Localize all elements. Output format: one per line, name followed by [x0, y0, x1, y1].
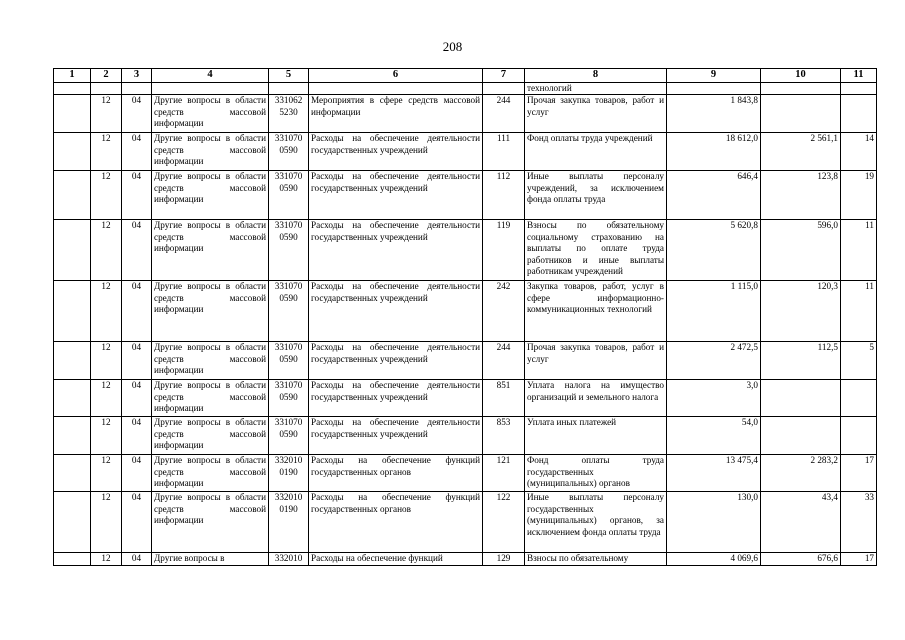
cell-col6: Расходы на обеспечение функций	[309, 553, 483, 565]
cell-col1	[54, 455, 91, 492]
cell-col2: 12	[91, 220, 122, 281]
cell-col1	[54, 380, 91, 417]
cell-col4: Другие вопросы в области средств массовой информации	[152, 220, 269, 281]
cell-col4: Другие вопросы в области средств массовой информации	[152, 133, 269, 171]
table-row	[54, 553, 877, 565]
cell-col4	[152, 83, 269, 95]
cell-col6	[309, 83, 483, 95]
cell-col1	[54, 342, 91, 380]
cell-col6: Расходы на обеспечение функций государственных органов	[309, 455, 483, 492]
cell-col9	[667, 83, 761, 95]
header-cell: 10	[761, 69, 841, 83]
cell-col8: Иные выплаты персоналу учреждений, за исключением фонда оплаты труда	[525, 171, 667, 220]
table-row	[54, 380, 877, 417]
cell-col7: 112	[483, 171, 525, 220]
cell-col9: 5 620,8	[667, 220, 761, 281]
cell-col10: 2 561,1	[761, 133, 841, 171]
cell-col5: 332010 0190	[269, 455, 309, 492]
cell-col10	[761, 83, 841, 95]
cell-col1	[54, 83, 91, 95]
cell-col11: 11	[841, 220, 877, 281]
cell-col5: 331070 0590	[269, 171, 309, 220]
cell-col8: Фонд оплаты труда учреждений	[525, 133, 667, 171]
table-row	[54, 281, 877, 342]
table-row	[54, 133, 877, 171]
cell-col4: Другие вопросы в области средств массовой информации	[152, 281, 269, 342]
cell-col11	[841, 417, 877, 455]
cell-col10	[761, 95, 841, 133]
cell-col3: 04	[122, 95, 152, 133]
cell-col10: 123,8	[761, 171, 841, 220]
table-row	[54, 342, 877, 380]
table-row	[54, 492, 877, 553]
cell-col8: Взносы по обязательному	[525, 553, 667, 565]
cell-col3: 04	[122, 133, 152, 171]
cell-col11	[841, 95, 877, 133]
cell-col7: 129	[483, 553, 525, 565]
cell-col2: 12	[91, 455, 122, 492]
cell-col7: 244	[483, 342, 525, 380]
cell-col1	[54, 95, 91, 133]
cell-col7	[483, 83, 525, 95]
cell-col8: Прочая закупка товаров, работ и услуг	[525, 95, 667, 133]
cell-col6: Расходы на обеспечение деятельности государственных учреждений	[309, 380, 483, 417]
cell-col10	[761, 417, 841, 455]
cell-col7: 111	[483, 133, 525, 171]
cell-col9: 54,0	[667, 417, 761, 455]
header-cell: 5	[269, 69, 309, 83]
table-row	[54, 455, 877, 492]
cell-col10: 43,4	[761, 492, 841, 553]
cell-col8: Уплата иных платежей	[525, 417, 667, 455]
table-row	[54, 95, 877, 133]
table-row	[54, 171, 877, 220]
cell-col2	[91, 83, 122, 95]
table-row	[54, 83, 877, 95]
cell-col1	[54, 133, 91, 171]
cell-col3	[122, 83, 152, 95]
cell-col6: Расходы на обеспечение деятельности государственных учреждений	[309, 281, 483, 342]
header-cell: 7	[483, 69, 525, 83]
cell-col3: 04	[122, 220, 152, 281]
cell-col9: 130,0	[667, 492, 761, 553]
cell-col6: Расходы на обеспечение деятельности государственных учреждений	[309, 220, 483, 281]
cell-col7: 853	[483, 417, 525, 455]
header-cell: 6	[309, 69, 483, 83]
cell-col5: 331070 0590	[269, 342, 309, 380]
cell-col4: Другие вопросы в области средств массовой информации	[152, 417, 269, 455]
cell-col1	[54, 417, 91, 455]
header-cell: 1	[54, 69, 91, 83]
header-cell: 11	[841, 69, 877, 83]
cell-col7: 121	[483, 455, 525, 492]
cell-col2: 12	[91, 171, 122, 220]
cell-col4: Другие вопросы в области средств массовой информации	[152, 380, 269, 417]
header-cell: 4	[152, 69, 269, 83]
cell-col10: 2 283,2	[761, 455, 841, 492]
cell-col7: 244	[483, 95, 525, 133]
cell-col11	[841, 83, 877, 95]
cell-col6: Мероприятия в сфере средств массовой информации	[309, 95, 483, 133]
cell-col2: 12	[91, 380, 122, 417]
cell-col5: 331070 0590	[269, 281, 309, 342]
cell-col5: 331070 0590	[269, 380, 309, 417]
cell-col4: Другие вопросы в области средств массовой информации	[152, 171, 269, 220]
cell-col2: 12	[91, 133, 122, 171]
cell-col4: Другие вопросы в области средств массовой информации	[152, 95, 269, 133]
cell-col2: 12	[91, 492, 122, 553]
cell-col6: Расходы на обеспечение деятельности государственных учреждений	[309, 417, 483, 455]
cell-col9: 1 843,8	[667, 95, 761, 133]
cell-col9: 2 472,5	[667, 342, 761, 380]
cell-col2: 12	[91, 417, 122, 455]
cell-col7: 242	[483, 281, 525, 342]
cell-col1	[54, 220, 91, 281]
cell-col10: 120,3	[761, 281, 841, 342]
cell-col10: 112,5	[761, 342, 841, 380]
cell-col10	[761, 380, 841, 417]
cell-col1	[54, 553, 91, 565]
cell-col6: Расходы на обеспечение деятельности государственных учреждений	[309, 171, 483, 220]
cell-col11: 14	[841, 133, 877, 171]
cell-col7: 851	[483, 380, 525, 417]
cell-col6: Расходы на обеспечение функций государственных органов	[309, 492, 483, 553]
table-row	[54, 417, 877, 455]
cell-col7: 122	[483, 492, 525, 553]
cell-col11: 11	[841, 281, 877, 342]
header-cell: 9	[667, 69, 761, 83]
cell-col3: 04	[122, 380, 152, 417]
cell-col5: 331062 5230	[269, 95, 309, 133]
cell-col3: 04	[122, 281, 152, 342]
cell-col6: Расходы на обеспечение деятельности государственных учреждений	[309, 342, 483, 380]
cell-col8: технологий	[525, 83, 667, 95]
header-cell: 8	[525, 69, 667, 83]
cell-col8: Прочая закупка товаров, работ и услуг	[525, 342, 667, 380]
cell-col5: 331070 0590	[269, 417, 309, 455]
cell-col4: Другие вопросы в области средств массовой информации	[152, 342, 269, 380]
cell-col9: 3,0	[667, 380, 761, 417]
cell-col11: 17	[841, 553, 877, 565]
cell-col4: Другие вопросы в	[152, 553, 269, 565]
cell-col11: 33	[841, 492, 877, 553]
cell-col2: 12	[91, 95, 122, 133]
cell-col9: 13 475,4	[667, 455, 761, 492]
cell-col11: 5	[841, 342, 877, 380]
cell-col8: Иные выплаты персоналу государственных (муниципальных) органов, за исключением фонда оплаты труда	[525, 492, 667, 553]
cell-col4: Другие вопросы в области средств массовой информации	[152, 455, 269, 492]
cell-col3: 04	[122, 492, 152, 553]
cell-col1	[54, 492, 91, 553]
cell-col3: 04	[122, 417, 152, 455]
header-row	[54, 69, 877, 83]
cell-col9: 1 115,0	[667, 281, 761, 342]
header-cell: 3	[122, 69, 152, 83]
cell-col11: 19	[841, 171, 877, 220]
cell-col11	[841, 380, 877, 417]
cell-col5: 332010	[269, 553, 309, 565]
header-cell: 2	[91, 69, 122, 83]
cell-col3: 04	[122, 455, 152, 492]
cell-col9: 18 612,0	[667, 133, 761, 171]
cell-col10: 676,6	[761, 553, 841, 565]
page-number: 208	[442, 39, 463, 54]
cell-col3: 04	[122, 171, 152, 220]
cell-col8: Взносы по обязательному социальному страхованию на выплаты по оплате труда работников и иные выплаты работникам учреждений	[525, 220, 667, 281]
cell-col5: 331070 0590	[269, 133, 309, 171]
cell-col3: 04	[122, 553, 152, 565]
cell-col8: Уплата налога на имущество организаций и земельного налога	[525, 380, 667, 417]
cell-col4: Другие вопросы в области средств массовой информации	[152, 492, 269, 553]
cell-col2: 12	[91, 553, 122, 565]
cell-col9: 4 069,6	[667, 553, 761, 565]
cell-col8: Фонд оплаты труда государственных (муниципальных) органов	[525, 455, 667, 492]
cell-col5	[269, 83, 309, 95]
budget-table	[53, 68, 877, 566]
cell-col2: 12	[91, 281, 122, 342]
cell-col1	[54, 281, 91, 342]
cell-col5: 331070 0590	[269, 220, 309, 281]
table-row	[54, 220, 877, 281]
cell-col2: 12	[91, 342, 122, 380]
cell-col1	[54, 171, 91, 220]
cell-col6: Расходы на обеспечение деятельности государственных учреждений	[309, 133, 483, 171]
cell-col9: 646,4	[667, 171, 761, 220]
cell-col5: 332010 0190	[269, 492, 309, 553]
cell-col10: 596,0	[761, 220, 841, 281]
cell-col8: Закупка товаров, работ, услуг в сфере информационно-коммуникационных технологий	[525, 281, 667, 342]
cell-col3: 04	[122, 342, 152, 380]
cell-col7: 119	[483, 220, 525, 281]
cell-col11: 17	[841, 455, 877, 492]
